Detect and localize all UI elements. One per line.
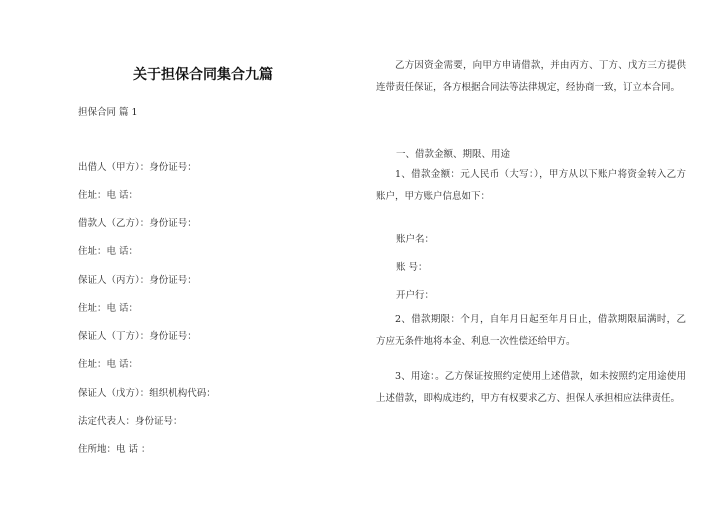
legal-representative-field: 法定代表人：身份证号：	[78, 416, 183, 427]
guarantor-c-address-field: 住址：电 话：	[78, 303, 139, 314]
guarantor-d-address-field: 住址：电 话：	[78, 359, 139, 370]
borrower-address-field: 住址：电 话：	[78, 246, 139, 257]
loan-term-paragraph: 2、借款期限：个月，自年月日起至年月日止，借款期限届满时，乙方应无条件地将本金、利息一次性偿还给甲方。	[376, 314, 686, 347]
lender-address-field: 住址：电 话：	[78, 190, 139, 201]
account-name-line: 账户名：	[396, 234, 435, 245]
guarantor-c-field: 保证人（丙方）：身份证号：	[78, 275, 197, 286]
guarantor-e-field: 保证人（戊方）：组织机构代码：	[78, 388, 216, 399]
lender-field: 出借人（甲方）：身份证号：	[78, 162, 197, 173]
guarantor-d-field: 保证人（丁方）：身份证号：	[78, 331, 197, 342]
intro-paragraph: 乙方因资金需要，向甲方申请借款，并由丙方、丁方、戊方三方提供连带责任保证，各方根据合同法等法律规定，经协商一致，订立本合同。	[376, 60, 686, 93]
borrower-field: 借款人（乙方）：身份证号：	[78, 218, 197, 229]
bank-line: 开户行：	[396, 290, 435, 301]
account-number-line: 账 号：	[396, 262, 428, 273]
contract-heading: 担保合同 篇 1	[78, 107, 138, 118]
loan-amount-paragraph: 1、借款金额：元人民币（大写：），甲方从以下账户将资金转入乙方账户，甲方账户信息如下：	[376, 169, 686, 202]
document-title: 关于担保合同集合九篇	[133, 67, 273, 83]
domicile-field: 住所地：电 话 ：	[78, 444, 151, 455]
loan-purpose-paragraph: 3、用途：。乙方保证按照约定使用上述借款，如未按照约定用途使用上述借款，即构成违约，甲方有权要求乙方、担保人承担相应法律责任。	[376, 371, 686, 404]
section-heading-loan: 一、借款金额、期限、用途	[396, 149, 511, 160]
